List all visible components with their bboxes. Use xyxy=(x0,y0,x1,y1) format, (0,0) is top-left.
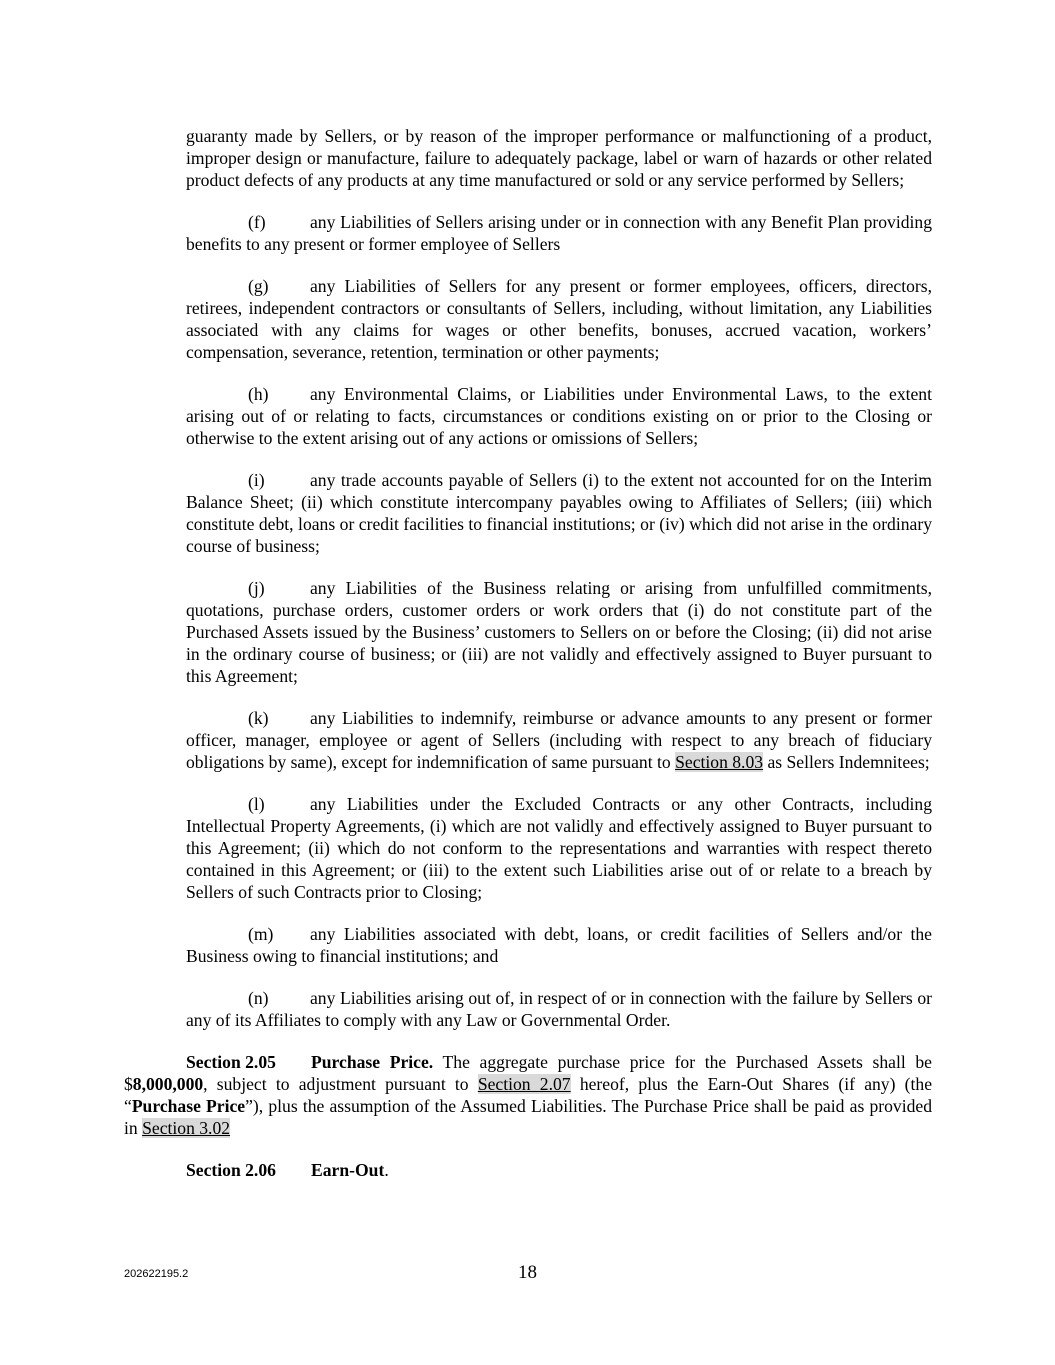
list-item-k xyxy=(186,707,932,773)
section-text-1: The aggregate purchase price for the Purchased Assets shall be $ xyxy=(124,1052,932,1094)
item-text: any Liabilities of Sellers for any present or former employees, officers, directors, retirees, independent contractors or consultants of Sellers, including, without limitation, any Liabilities associated with any claims for wages or other benefits, bonuses, accrued vacation, workers’ compensation, severance, retention, termination or other payments; xyxy=(186,276,932,362)
section-2-05 xyxy=(124,1051,932,1139)
item-text: any Liabilities of the Business relating or arising from unfulfilled commitments, quotations, purchase orders, customer orders or work orders that (i) do not constitute part of the Purchased Assets issued by the Business’ customers to Sellers on or before the Closing; (ii) did not arise in the ordinary course of business; or (iii) are not validly and effectively assigned to Buyer pursuant to this Agreement; xyxy=(186,578,932,686)
section-number: Section 2.05 xyxy=(186,1052,276,1072)
page-body xyxy=(124,125,932,1201)
section-title: Earn-Out xyxy=(311,1160,385,1180)
section-title-end: . xyxy=(384,1160,389,1180)
item-text-after: as Sellers Indemnitees; xyxy=(767,752,930,772)
list-item-n xyxy=(186,987,932,1031)
list-item-j xyxy=(186,577,932,687)
list-item-h xyxy=(186,383,932,449)
section-text-3: hereof, plus the Earn-Out Shares (if any) (the “ xyxy=(124,1074,933,1116)
section-2-07-link[interactable]: Section 2.07 xyxy=(477,1074,571,1094)
document-id: 202622195.2 xyxy=(124,1268,189,1280)
item-text: any Liabilities associated with debt, loans, or credit facilities of Sellers and/or the Business owing to financial institutions; and xyxy=(186,924,932,966)
list-item-f xyxy=(186,211,932,255)
section-3-02-link[interactable]: Section 3.02 xyxy=(142,1118,231,1138)
page-number: 18 xyxy=(518,1262,537,1283)
item-label: (i) xyxy=(248,470,265,490)
purchase-amount: 8,000,000 xyxy=(132,1074,204,1094)
item-text: any Liabilities of Sellers arising under or in connection with any Benefit Plan providing benefits to any present or former employee of Sellers xyxy=(186,212,932,254)
item-text: any Liabilities arising out of, in respect of or in connection with the failure by Sellers or any of its Affiliates to comply with any Law or Governmental Order. xyxy=(186,988,932,1030)
section-number: Section 2.06 xyxy=(186,1160,276,1180)
defined-term: Purchase Price xyxy=(131,1096,246,1116)
list-item-m xyxy=(186,923,932,967)
item-label: (k) xyxy=(248,708,269,728)
intro-paragraph: guaranty made by Sellers, or by reason of the improper performance or malfunctioning of a product, improper design or manufacture, failure to adequately package, label or warn of hazards or other related product defects of any products at any time manufactured or sold or any service performed by Sellers; xyxy=(186,126,932,190)
item-label: (h) xyxy=(248,384,269,404)
item-label: (m) xyxy=(248,924,274,944)
list-item-i xyxy=(186,469,932,557)
item-label: (j) xyxy=(248,578,265,598)
section-text-4: ”), plus the assumption of the Assumed Liabilities. The Purchase Price shall be paid as provided in xyxy=(124,1096,932,1138)
item-label: (l) xyxy=(248,794,265,814)
section-text-2: , subject to adjustment pursuant to xyxy=(203,1074,469,1094)
item-label: (n) xyxy=(248,988,269,1008)
list-item-l xyxy=(186,793,932,903)
item-text: any trade accounts payable of Sellers (i) to the extent not accounted for on the Interim Balance Sheet; (ii) which constitute intercompany payables owing to Affiliates of Sellers; (iii) which constitute debt, loans or credit facilities to financial institutions; or (iv) which did not arise in the ordinary course of business; xyxy=(186,470,932,556)
section-8-03-link[interactable]: Section 8.03 xyxy=(675,752,764,772)
item-text: any Liabilities under the Excluded Contracts or any other Contracts, including Intellectual Property Agreements, (i) which are not validly and effectively assigned to Buyer pursuant to this Agreement; (ii) which do not conform to the representations and warranties with respect thereto contained in this Agreement; or (iii) to the extent such Liabilities arise out of or relate to a breach by Sellers of such Contracts prior to Closing; xyxy=(186,794,932,902)
section-2-06 xyxy=(124,1159,932,1181)
section-title: Purchase Price. xyxy=(311,1052,434,1072)
item-label: (g) xyxy=(248,276,269,296)
item-text: any Environmental Claims, or Liabilities under Environmental Laws, to the extent arising out of or relating to facts, circumstances or conditions existing on or prior to the Closing or otherwise to the extent arising out of any actions or omissions of Sellers; xyxy=(186,384,932,448)
item-text: any Liabilities to indemnify, reimburse or advance amounts to any present or former officer, manager, employee or agent of Sellers (including with respect to any breach of fiduciary obligations by same), except for indemnification of same pursuant to xyxy=(186,708,932,772)
list-item-g xyxy=(186,275,932,363)
item-label: (f) xyxy=(248,212,266,232)
